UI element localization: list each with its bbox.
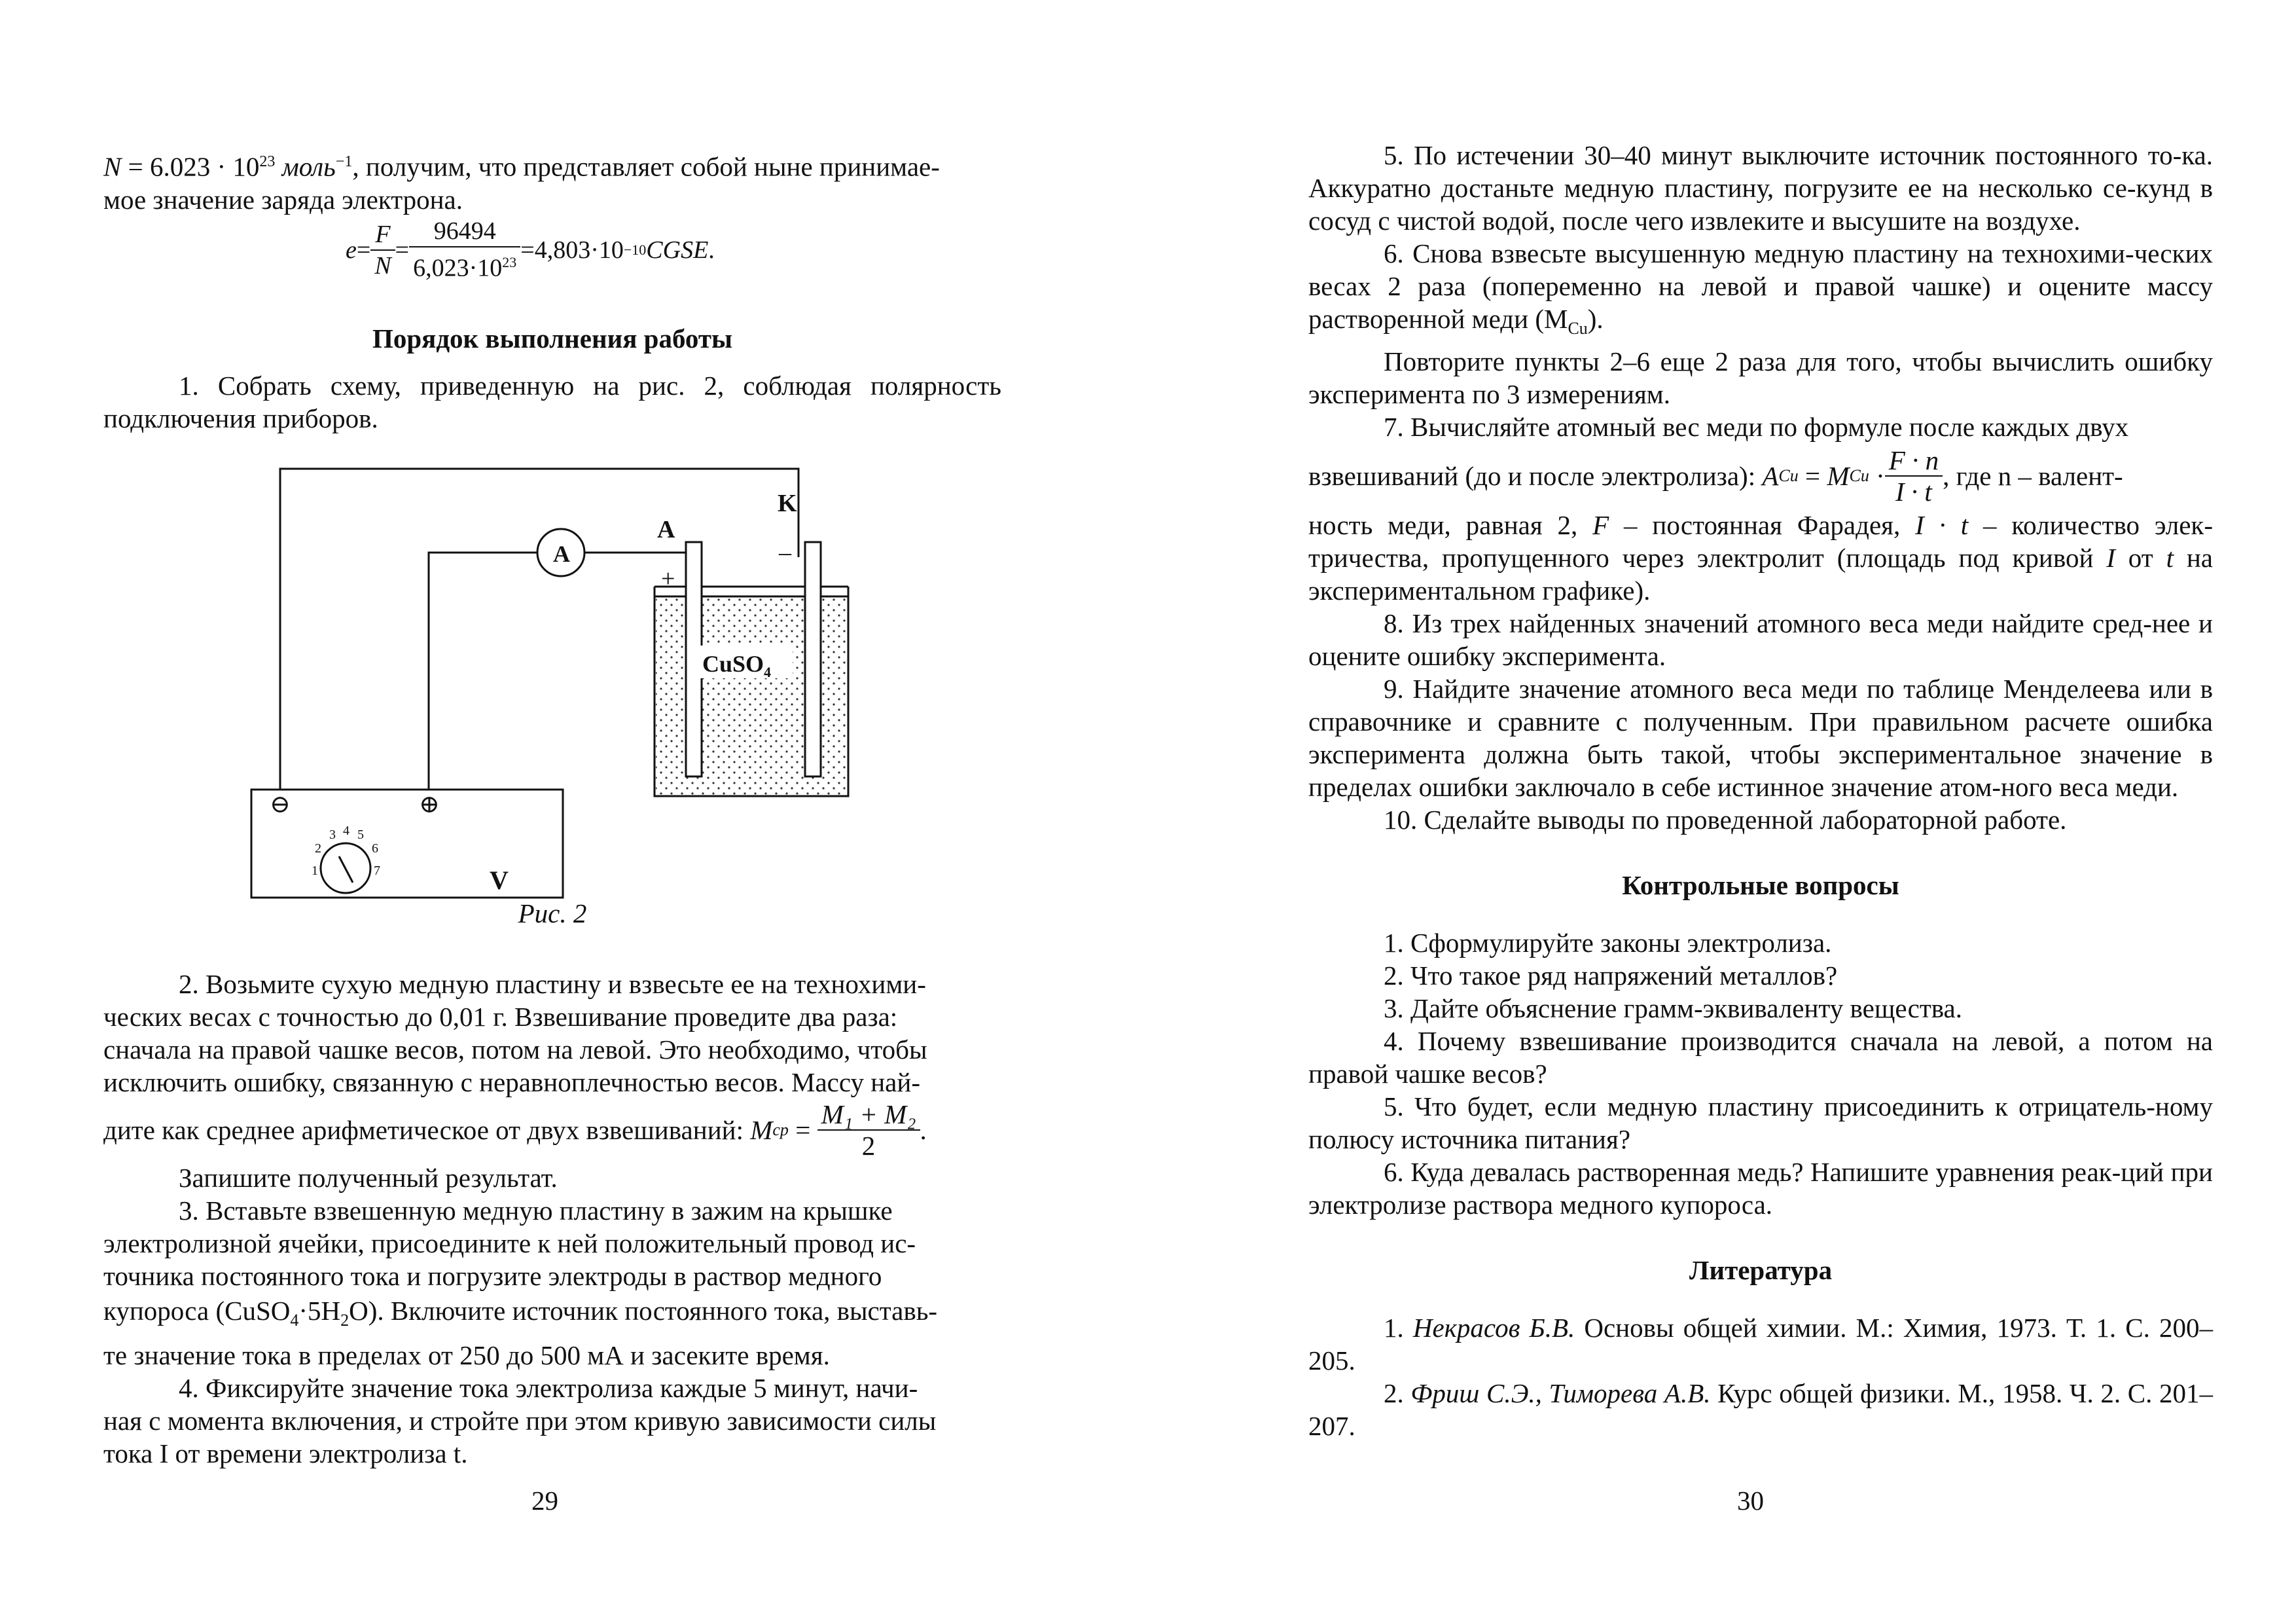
ammeter-label: A (553, 540, 570, 567)
step-3: 3. Вставьте взвешенную медную пластину в зажим на крышке электролизной ячейки, присоедините к ней положительный провод ис- точника постоянного тока и погрузите электроды в раствор медного купороса $(CuSO_4\cdot 5H_2O)$. Включите источник постоянного тока, выставь- те значение тока в пределах от 250 до 500 мА и засеките время. (103, 1195, 938, 1370)
cathode-label: K (778, 489, 797, 517)
step-4: 4. Фиксируйте значение тока электролиза каждые 5 минут, начи- ная с момента включения, и стройте при этом кривую зависимости силы тока I от времени электролиза t. (103, 1372, 937, 1468)
step-7: 7. Вычисляйте атомный вес меди по формуле после каждых двух взвешиваний (до и после электролиза): A Cu = M Cu · $\frac{F \cdot n}{I \cdot t}$ , где n – валент- ность меди, равная 2, F – постоянная Фарадея, I · t – количество элек-тричества, пропущенного через электролит (площадь под кривой I от t на экспериментальном графике). (1308, 412, 2213, 606)
svg-text:2: 2 (315, 841, 321, 856)
svg-text:7: 7 (374, 863, 380, 878)
figure-caption: Рис. 2 (518, 898, 587, 928)
right-page (1148, 0, 2296, 1623)
voltmeter-needle (339, 856, 353, 883)
questions-list (1308, 926, 2213, 1221)
list-item: 2. Что такое ряд напряжений металлов? (1384, 960, 1838, 991)
anode-plus-sign: + (661, 564, 675, 593)
terminal-positive: ⊕ (419, 790, 440, 818)
terminal-negative: ⊖ (270, 790, 291, 818)
svg-text:3: 3 (329, 827, 336, 842)
right-column (1308, 139, 2213, 1442)
electrolyte-label: CuSO$_4$ (702, 650, 772, 680)
repeat-instruction: Повторите пункты 2–6 еще 2 раза для того, чтобы вычислить ошибку эксперимента по 3 измерениям. (1308, 346, 2213, 410)
intro-paragraph: $N = 6.023 \cdot 10^{23}$ моль$^{-1}$, получим, что представляет собой ныне принимае- мое значение заряда электрона. (103, 151, 940, 215)
wire-inner (429, 553, 537, 790)
left-column (103, 145, 1001, 1470)
page-number: 29 (531, 1486, 558, 1516)
cathode-electrode (805, 542, 821, 776)
atomic-weight-formula-line: взвешиваний (до и после электролиза): A Cu = M Cu · $\frac{F \cdot n}{I \cdot t}$ , где n – валент- (1308, 445, 2123, 507)
step-9: 9. Найдите значение атомного веса меди по таблице Менделеева или в справочнике и сравните с полученным. При правильном расчете ошибка эксперимента должна быть такой, чтобы экспериментальное значение в пределах ошибки заключало в себе истинное значение атом-ного веса меди. (1308, 674, 2213, 803)
svg-text:5: 5 (357, 827, 364, 842)
list-item: 1. Сформулируйте законы электролиза. (1384, 928, 1832, 958)
list-item: 2. Фриш С.Э., Тиморева А.В. Курс общей физики. М., 1958. Ч. 2. С. 201–207. (1308, 1378, 2214, 1442)
record-result: Запишите полученный результат. (179, 1162, 558, 1193)
procedure-heading: Порядок выполнения работы (372, 323, 733, 354)
step-8: 8. Из трех найденных значений атомного веса меди найдите сред-нее и оцените ошибку эксперимента. (1308, 608, 2213, 672)
page-number: 30 (1737, 1486, 1764, 1516)
voltmeter-label: V (490, 865, 509, 895)
list-item: 4. Почему взвешивание производится сначала на левой, а потом на правой чашке весов? (1308, 1026, 2213, 1089)
list-item: 1. Некрасов Б.В. Основы общей химии. М.: Химия, 1973. Т. 1. С. 200–205. (1308, 1313, 2213, 1376)
electron-charge-formula: e = $\frac{F}{N}$ = $\frac{96494}{6,023\cdot 10^{23}}$ =4,803·10 −10 CGSE . (346, 217, 715, 282)
literature-list (1308, 1311, 2213, 1442)
voltmeter-box (251, 790, 563, 898)
step-2: 2. Возьмите сухую медную пластину и взвесьте ее на технохими- ческих весах с точностью до 0,01 г. Взвешивание проведите два раза: сначала на правой чашке весов, потом на левой. Это необходимо, чтобы исключить ошибку, связанную с неравноплечностью весов. Массу най- дите как среднее арифметическое от двух взвешиваний: M ср = $\frac{\text{M₁ + M₂}}{2}$ . (103, 968, 1001, 1161)
list-item: 6. Куда девалась растворенная медь? Напишите уравнения реак-ций при электролизе раствора медного купороса. (1308, 1157, 2213, 1220)
step-1: 1. Собрать схему, приведенную на рис. 2, соблюдая полярность подключения приборов. (103, 370, 1001, 433)
step-5: 5. По истечении 30–40 минут выключите источник постоянного то-ка. Аккуратно достаньте медную пластину, погрузите ее на несколько се-кунд в сосуд с чистой водой, после чего извлеките и высушите на воздухе. (1308, 140, 2213, 236)
cathode-minus-sign: – (779, 538, 791, 566)
svg-text:4: 4 (343, 823, 350, 838)
circuit-diagram (103, 456, 1001, 895)
list-item: 3. Дайте объяснение грамм-эквиваленту вещества. (1384, 993, 1963, 1024)
step-6: 6. Снова взвесьте высушенную медную пластину на технохими-ческих весах 2 раза (попеременно на левой и правой чашке) и оцените массу растворенной меди $(M_{Cu})$. (1308, 238, 2213, 338)
svg-text:6: 6 (372, 841, 378, 856)
list-item: 5. Что будет, если медную пластину присоединить к отрицатель-ному полюсу источника питания? (1308, 1091, 2213, 1155)
literature-heading: Литература (1689, 1255, 1833, 1286)
anode-label: A (657, 515, 675, 543)
mean-mass-formula-line: дите как среднее арифметическое от двух взвешиваний: M ср = $\frac{\text{M₁ + M₂}}{2}$ . (103, 1099, 927, 1161)
svg-text:1: 1 (312, 863, 318, 878)
step-10: 10. Сделайте выводы по проведенной лабораторной работе. (1384, 805, 2067, 835)
questions-heading: Контрольные вопросы (1622, 870, 1899, 901)
